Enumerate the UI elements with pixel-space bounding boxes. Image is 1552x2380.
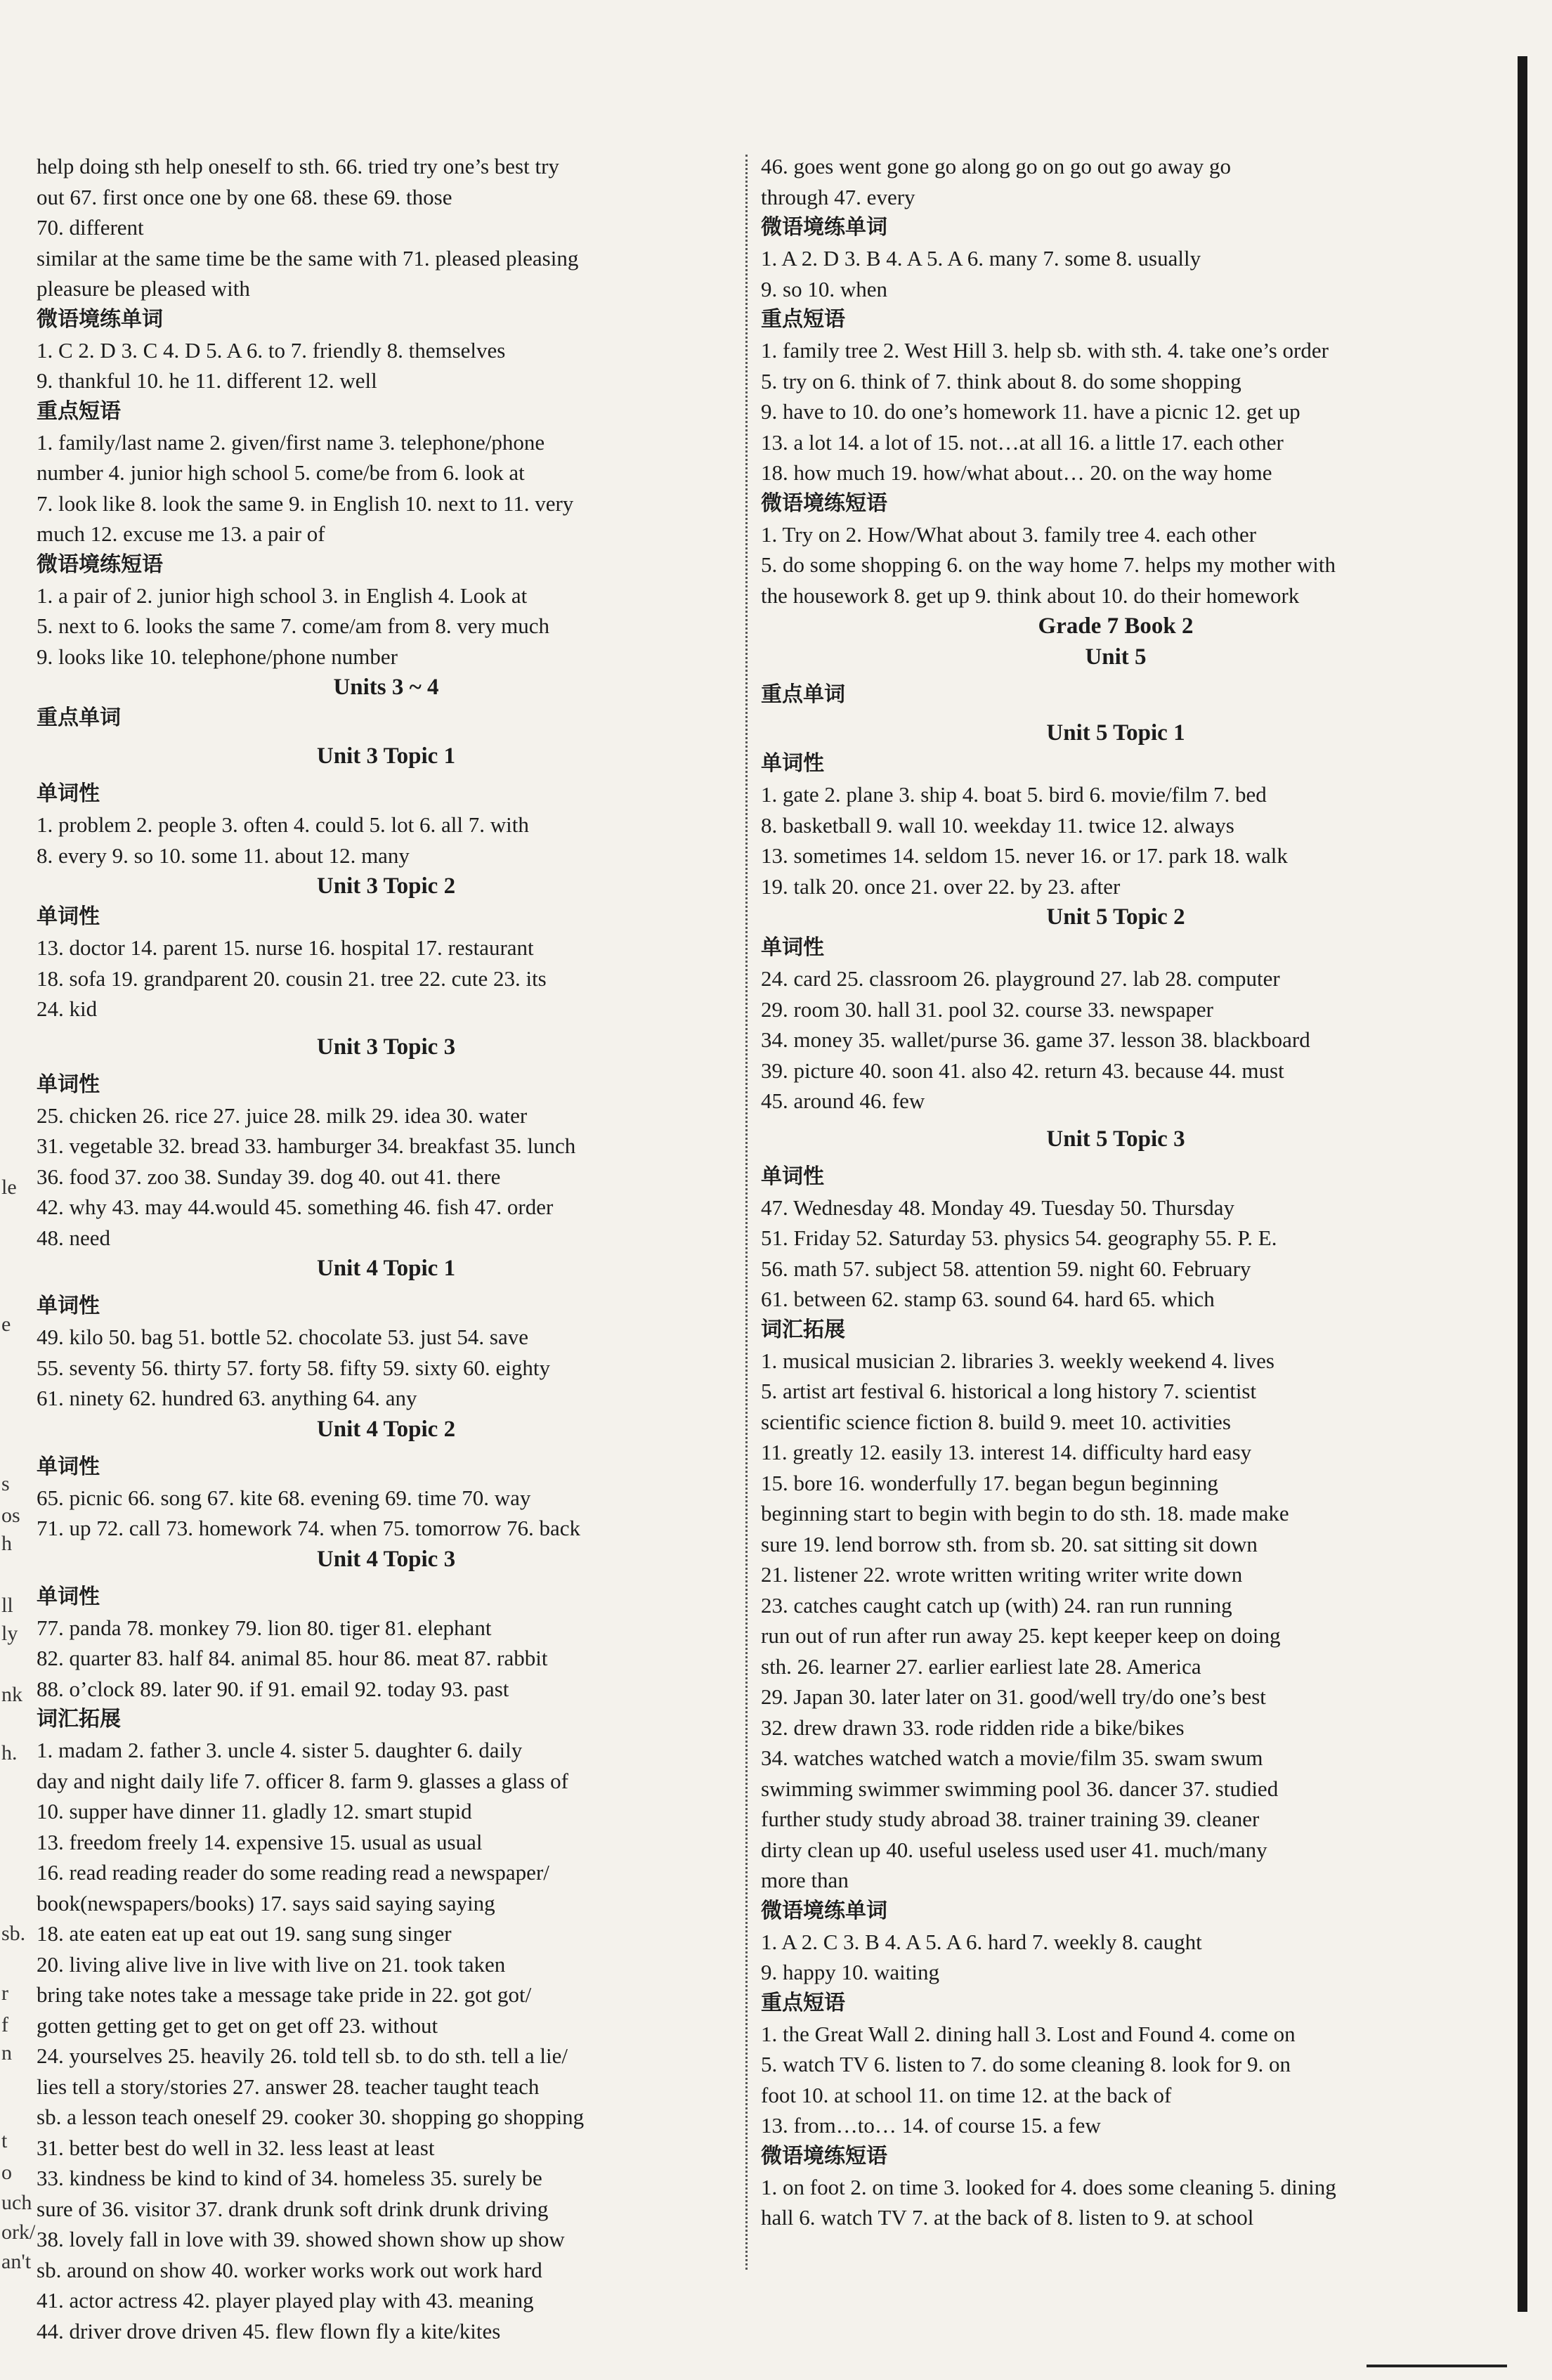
topic-title: Unit 5 Topic 3 xyxy=(1046,1126,1185,1152)
section-heading: 单词性 xyxy=(37,781,100,806)
section-heading: 微语境练单词 xyxy=(761,215,887,240)
answer-line: 9. have to 10. do one’s homework 11. have a picnic 12. get up xyxy=(761,399,1300,424)
section-heading: 微语境练单词 xyxy=(37,306,163,332)
section-heading: 重点单词 xyxy=(761,682,845,707)
section-heading: 微语境练短语 xyxy=(37,552,163,577)
answer-line: 33. kindness be kind to kind of 34. homeless 35. surely be xyxy=(37,2166,542,2190)
section-heading: 单词性 xyxy=(37,1072,100,1097)
answer-line: much 12. excuse me 13. a pair of xyxy=(37,521,325,546)
section-heading: 单词性 xyxy=(761,1164,824,1189)
answer-line: 9. so 10. when xyxy=(761,276,887,301)
margin-fragment: uch xyxy=(1,2191,32,2214)
margin-fragment: f xyxy=(1,2013,8,2036)
answer-line: 48. need xyxy=(37,1225,111,1250)
answer-line: 61. between 62. stamp 63. sound 64. hard 65. which xyxy=(761,1287,1215,1311)
right-column xyxy=(761,151,1471,2233)
answer-line: book(newspapers/books) 17. says said saying saying xyxy=(37,1890,495,1916)
section-heading: 重点短语 xyxy=(761,307,845,332)
answer-line: 1. on foot 2. on time 3. looked for 4. does some cleaning 5. dining xyxy=(761,2174,1336,2199)
answer-line: 36. food 37. zoo 38. Sunday 39. dog 40. out 41. there xyxy=(37,1164,501,1189)
answer-line: sure of 36. visitor 37. drank drunk soft drink drunk driving xyxy=(37,2196,549,2221)
answer-line: 13. doctor 14. parent 15. nurse 16. hospital 17. restaurant xyxy=(37,935,534,960)
answer-line: 1. family/last name 2. given/first name 3. telephone/phone xyxy=(37,429,545,455)
section-heading: 单词性 xyxy=(37,1294,100,1318)
answer-line: sure 19. lend borrow sth. from sb. 20. sat sitting sit down xyxy=(761,1531,1258,1556)
answer-line: 1. madam 2. father 3. uncle 4. sister 5. daughter 6. daily xyxy=(37,1738,523,1762)
answer-line: through 47. every xyxy=(761,184,915,209)
answer-line: 25. chicken 26. rice 27. juice 28. milk 29. idea 30. water xyxy=(37,1103,528,1128)
column-divider xyxy=(745,155,748,2270)
margin-fragment: os xyxy=(1,1504,20,1527)
answer-line: 18. ate eaten eat up eat out 19. sang sung singer xyxy=(37,1921,452,1946)
answer-line: pleasure be pleased with xyxy=(37,276,250,301)
answer-line: 56. math 57. subject 58. attention 59. night 60. February xyxy=(761,1256,1251,1281)
margin-fragment: le xyxy=(1,1176,17,1199)
topic-title: Unit 3 Topic 3 xyxy=(316,1034,456,1060)
answer-line: number 4. junior high school 5. come/be from 6. look at xyxy=(37,460,525,485)
answer-line: 44. driver drove driven 45. flew flown fly a kite/kites xyxy=(37,2318,501,2343)
answer-line: lies tell a story/stories 27. answer 28. teacher taught teach xyxy=(37,2074,540,2099)
answer-line: 51. Friday 52. Saturday 53. physics 54. geography 55. P. E. xyxy=(761,1225,1277,1250)
answer-line: 20. living alive live in live with live on 21. took taken xyxy=(37,1951,506,1977)
section-heading: 单词性 xyxy=(37,904,100,929)
answer-line: 42. why 43. may 44.would 45. something 46. fish 47. order xyxy=(37,1195,554,1219)
answer-line: the housework 8. get up 9. think about 10. do their homework xyxy=(761,583,1300,608)
answer-line: 9. happy 10. waiting xyxy=(761,1960,939,1984)
section-heading: 词汇拓展 xyxy=(761,1317,845,1342)
margin-fragment: sb. xyxy=(1,1922,26,1945)
answer-line: 24. kid xyxy=(37,996,98,1021)
answer-line: sth. 26. learner 27. earlier earliest late 28. America xyxy=(761,1653,1201,1679)
answer-line: 49. kilo 50. bag 51. bottle 52. chocolate 53. just 54. save xyxy=(37,1325,528,1349)
topic-title: Unit 3 Topic 1 xyxy=(316,743,456,769)
left-column xyxy=(37,151,736,2346)
answer-line: 47. Wednesday 48. Monday 49. Tuesday 50. Thursday xyxy=(761,1195,1235,1220)
section-heading: 单词性 xyxy=(761,751,824,776)
answer-line: 24. yourselves 25. heavily 26. told tell sb. to do sth. tell a lie/ xyxy=(37,2043,568,2068)
answer-line: run out of run after run away 25. kept keeper keep on doing xyxy=(761,1623,1281,1648)
section-heading: 单词性 xyxy=(37,1454,100,1479)
answer-line: swimming swimmer swimming pool 36. dancer 37. studied xyxy=(761,1776,1279,1801)
answer-line: scientific science fiction 8. build 9. meet 10. activities xyxy=(761,1409,1231,1434)
answer-line: 70. different xyxy=(37,215,144,240)
answer-line: 45. around 46. few xyxy=(761,1088,925,1113)
answer-line: 31. vegetable 32. bread 33. hamburger 34. breakfast 35. lunch xyxy=(37,1133,576,1158)
answer-line: 5. do some shopping 6. on the way home 7. helps my mother with xyxy=(761,552,1336,577)
margin-fragment: h xyxy=(1,1532,12,1555)
answer-line: help doing sth help oneself to sth. 66. tried try one’s best try xyxy=(37,154,559,178)
answer-line: 15. bore 16. wonderfully 17. began begun beginning xyxy=(761,1470,1218,1495)
margin-fragment: o xyxy=(1,2161,12,2184)
answer-line: hall 6. watch TV 7. at the back of 8. listen to 9. at school xyxy=(761,2205,1254,2230)
answer-line: 88. o’clock 89. later 90. if 91. email 92. today 93. past xyxy=(37,1676,509,1701)
answer-line: 23. catches caught catch up (with) 24. ran run running xyxy=(761,1592,1232,1618)
answer-line: 1. musical musician 2. libraries 3. weekly weekend 4. lives xyxy=(761,1348,1274,1373)
answer-line: 29. Japan 30. later later on 31. good/well try/do one’s best xyxy=(761,1684,1266,1709)
answer-line: 9. thankful 10. he 11. different 12. well xyxy=(37,368,377,393)
answer-line: sb. a lesson teach oneself 29. cooker 30. shopping go shopping xyxy=(37,2105,585,2129)
answer-line: 5. next to 6. looks the same 7. come/am from 8. very much xyxy=(37,613,550,638)
margin-fragment: nk xyxy=(1,1683,22,1706)
margin-fragment: h. xyxy=(1,1741,18,1764)
answer-line: 1. Try on 2. How/What about 3. family tree 4. each other xyxy=(761,521,1257,547)
answer-line: 9. looks like 10. telephone/phone number xyxy=(37,644,398,669)
answer-line: 65. picnic 66. song 67. kite 68. evening 69. time 70. way xyxy=(37,1485,531,1510)
section-heading: 重点单词 xyxy=(37,705,121,730)
answer-line: 1. C 2. D 3. C 4. D 5. A 6. to 7. friendly 8. themselves xyxy=(37,337,506,363)
section-heading: 微语境练单词 xyxy=(761,1898,887,1923)
answer-line: dirty clean up 40. useful useless used user 41. much/many xyxy=(761,1837,1267,1862)
answer-line: 31. better best do well in 32. less least at least xyxy=(37,2135,435,2160)
answer-line: foot 10. at school 11. on time 12. at the back of xyxy=(761,2082,1172,2107)
answer-line: 5. try on 6. think of 7. think about 8. do some shopping xyxy=(761,368,1241,394)
unit-title: Unit 5 xyxy=(1085,644,1147,670)
answer-line: further study study abroad 38. trainer training 39. cleaner xyxy=(761,1807,1260,1831)
answer-line: 82. quarter 83. half 84. animal 85. hour 86. meat 87. rabbit xyxy=(37,1646,548,1670)
margin-fragment: s xyxy=(1,1472,10,1495)
section-heading: 单词性 xyxy=(37,1584,100,1609)
topic-title: Unit 4 Topic 2 xyxy=(316,1416,456,1442)
topic-title: Unit 4 Topic 1 xyxy=(316,1256,456,1281)
answer-line: 29. room 30. hall 31. pool 32. course 33. newspaper xyxy=(761,996,1213,1022)
answer-line: gotten getting get to get on get off 23. without xyxy=(37,2012,438,2038)
answer-line: 16. read reading reader do some reading read a newspaper/ xyxy=(37,1860,549,1885)
unit-title: Units 3 ~ 4 xyxy=(333,675,439,700)
margin-fragment: ly xyxy=(1,1622,18,1645)
answer-line: 8. basketball 9. wall 10. weekday 11. twice 12. always xyxy=(761,812,1234,838)
margin-fragment: t xyxy=(1,2129,8,2152)
answer-line: 34. watches watched watch a movie/film 35. swam swum xyxy=(761,1745,1263,1770)
answer-line: 8. every 9. so 10. some 11. about 12. many xyxy=(37,843,410,868)
answer-line: 18. sofa 19. grandparent 20. cousin 21. tree 22. cute 23. its xyxy=(37,965,547,991)
topic-title: Unit 4 Topic 3 xyxy=(316,1546,456,1572)
answer-line: 13. from…to… 14. of course 15. a few xyxy=(761,2113,1101,2138)
answer-line: 61. ninety 62. hundred 63. anything 64. any xyxy=(37,1386,417,1410)
margin-fragment: an't xyxy=(1,2250,32,2273)
answer-line: beginning start to begin with begin to do sth. 18. made make xyxy=(761,1501,1289,1526)
answer-line: 1. problem 2. people 3. often 4. could 5. lot 6. all 7. with xyxy=(37,812,529,837)
answer-line: 11. greatly 12. easily 13. interest 14. difficulty hard easy xyxy=(761,1440,1252,1464)
answer-line: 46. goes went gone go along go on go out go away go xyxy=(761,154,1231,178)
section-heading: 重点短语 xyxy=(37,398,121,424)
answer-line: 32. drew drawn 33. rode ridden ride a bike/bikes xyxy=(761,1715,1185,1740)
section-heading: 微语境练短语 xyxy=(761,490,887,516)
answer-line: 1. a pair of 2. junior high school 3. in English 4. Look at xyxy=(37,583,528,608)
answer-line: 5. artist art festival 6. historical a long history 7. scientist xyxy=(761,1379,1257,1403)
grade-title: Grade 7 Book 2 xyxy=(1038,613,1194,639)
bottom-rule xyxy=(1367,2365,1507,2367)
cropped-left-margin xyxy=(0,0,36,2380)
answer-line: 24. card 25. classroom 26. playground 27. lab 28. computer xyxy=(761,966,1280,991)
answer-line: 1. A 2. D 3. B 4. A 5. A 6. many 7. some 8. usually xyxy=(761,246,1201,271)
answer-line: 21. listener 22. wrote written writing writer write down xyxy=(761,1562,1243,1587)
answer-line: similar at the same time be the same with 71. pleased pleasing xyxy=(37,245,579,271)
answer-line: 13. sometimes 14. seldom 15. never 16. or 17. park 18. walk xyxy=(761,843,1288,868)
margin-fragment: n xyxy=(1,2041,12,2064)
answer-line: 1. the Great Wall 2. dining hall 3. Lost and Found 4. come on xyxy=(761,2021,1296,2046)
answer-line: 39. picture 40. soon 41. also 42. return 43. because 44. must xyxy=(761,1058,1284,1083)
section-heading: 重点短语 xyxy=(761,1990,845,2015)
page-edge-bar xyxy=(1518,56,1527,2312)
answer-line: 19. talk 20. once 21. over 22. by 23. after xyxy=(761,873,1121,899)
section-heading: 单词性 xyxy=(761,935,824,960)
answer-line: 1. A 2. C 3. B 4. A 5. A 6. hard 7. weekly 8. caught xyxy=(761,1929,1202,1954)
answer-line: 13. a lot 14. a lot of 15. not…at all 16. a little 17. each other xyxy=(761,429,1284,455)
topic-title: Unit 3 Topic 2 xyxy=(316,873,456,899)
topic-title: Unit 5 Topic 1 xyxy=(1046,720,1185,746)
answer-line: more than xyxy=(761,1868,849,1892)
answer-line: 71. up 72. call 73. homework 74. when 75. tomorrow 76. back xyxy=(37,1516,581,1540)
answer-line: sb. around on show 40. worker works work out work hard xyxy=(37,2257,542,2282)
margin-fragment: ork/ xyxy=(1,2220,36,2244)
topic-title: Unit 5 Topic 2 xyxy=(1046,904,1185,930)
section-heading: 词汇拓展 xyxy=(37,1707,121,1731)
answer-line: 1. family tree 2. West Hill 3. help sb. with sth. 4. take one’s order xyxy=(761,338,1329,363)
answer-line: day and night daily life 7. officer 8. farm 9. glasses a glass of xyxy=(37,1768,569,1793)
margin-fragment: r xyxy=(1,1982,8,2005)
answer-line: 34. money 35. wallet/purse 36. game 37. lesson 38. blackboard xyxy=(761,1027,1310,1052)
answer-line: bring take notes take a message take pride in 22. got got/ xyxy=(37,1982,532,2007)
answer-line: 77. panda 78. monkey 79. lion 80. tiger 81. elephant xyxy=(37,1615,492,1640)
margin-fragment: e xyxy=(1,1313,11,1336)
answer-line: 13. freedom freely 14. expensive 15. usual as usual xyxy=(37,1829,483,1854)
answer-line: 10. supper have dinner 11. gladly 12. smart stupid xyxy=(37,1799,472,1823)
answer-line: 55. seventy 56. thirty 57. forty 58. fifty 59. sixty 60. eighty xyxy=(37,1355,551,1380)
margin-fragment: ll xyxy=(1,1594,13,1617)
answer-line: 7. look like 8. look the same 9. in English 10. next to 11. very xyxy=(37,490,574,516)
answer-line: out 67. first once one by one 68. these 69. those xyxy=(37,184,452,209)
section-heading: 微语境练短语 xyxy=(761,2143,887,2168)
answer-line: 1. gate 2. plane 3. ship 4. boat 5. bird 6. movie/film 7. bed xyxy=(761,782,1267,807)
answer-line: 18. how much 19. how/what about… 20. on the way home xyxy=(761,460,1272,485)
answer-line: 38. lovely fall in love with 39. showed shown show up show xyxy=(37,2227,565,2251)
answer-line: 5. watch TV 6. listen to 7. do some cleaning 8. look for 9. on xyxy=(761,2052,1291,2076)
answer-line: 41. actor actress 42. player played play with 43. meaning xyxy=(37,2288,534,2313)
